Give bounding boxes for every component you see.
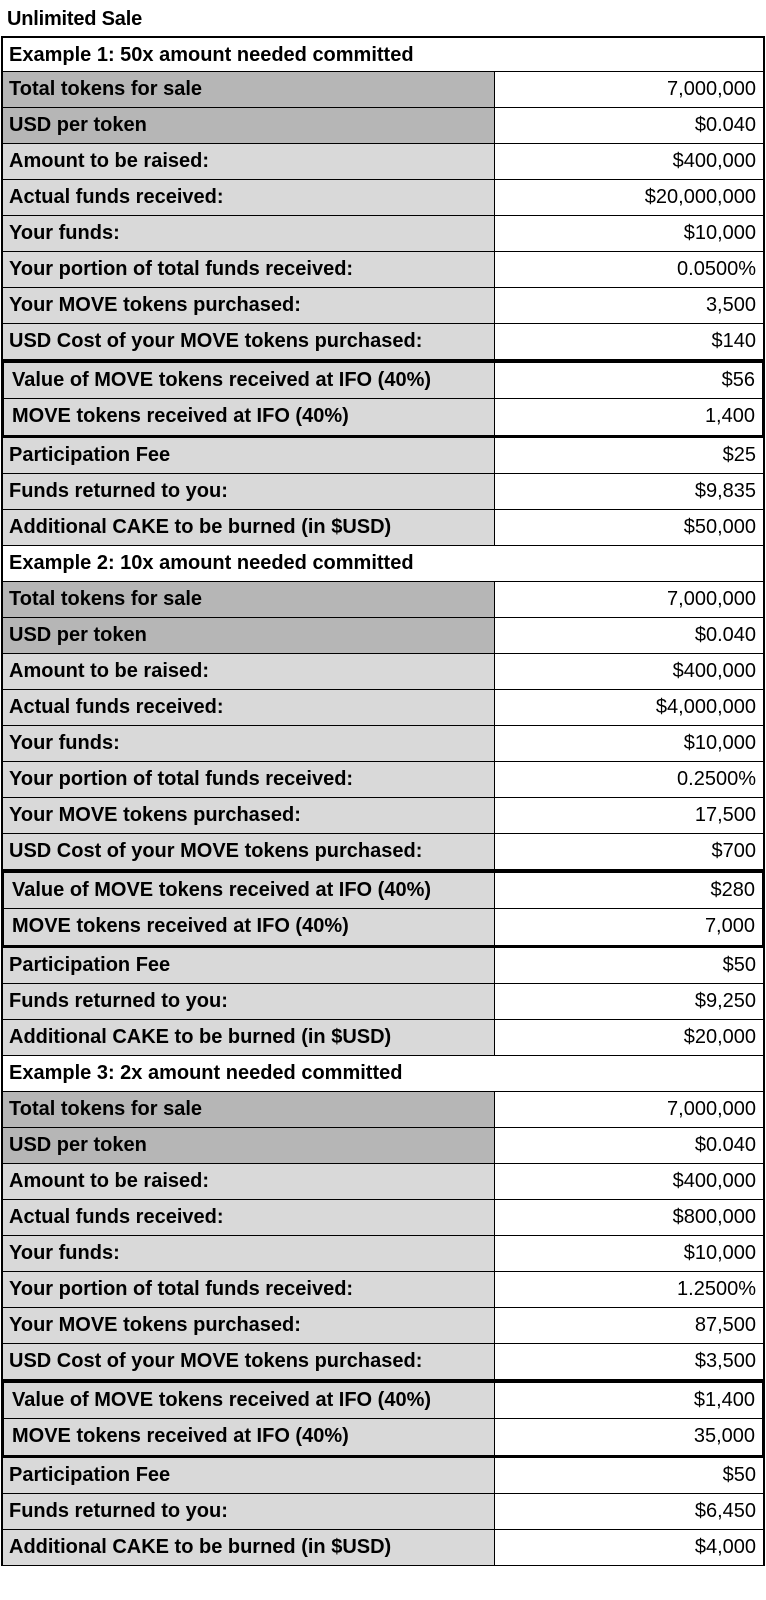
row-value: $140 — [495, 324, 763, 359]
table-row — [3, 1458, 763, 1494]
row-value: 17,500 — [495, 798, 763, 833]
row-value: $400,000 — [495, 654, 763, 689]
row-value: $6,450 — [495, 1494, 763, 1529]
row-value: $10,000 — [495, 1236, 763, 1271]
row-label: Your funds: — [3, 726, 495, 761]
row-label: Additional CAKE to be burned (in $USD) — [3, 1530, 495, 1565]
table-row — [3, 1344, 763, 1380]
row-label: USD Cost of your MOVE tokens purchased: — [3, 324, 495, 359]
table-row — [3, 690, 763, 726]
row-label: Participation Fee — [3, 1458, 495, 1493]
row-label: MOVE tokens received at IFO (40%) — [4, 399, 495, 435]
row-label: Total tokens for sale — [3, 72, 495, 107]
row-label: Amount to be raised: — [3, 144, 495, 179]
page-title: Unlimited Sale — [7, 8, 143, 30]
row-label: Actual funds received: — [3, 690, 495, 725]
row-value: 3,500 — [495, 288, 763, 323]
row-value: $50,000 — [495, 510, 763, 545]
table-row — [3, 654, 763, 690]
ifo-examples-table — [1, 36, 765, 1566]
row-label: Funds returned to you: — [3, 1494, 495, 1529]
table-row — [3, 510, 763, 546]
row-label: Amount to be raised: — [3, 654, 495, 689]
row-value: $50 — [495, 1458, 763, 1493]
row-label: Value of MOVE tokens received at IFO (40%) — [4, 363, 495, 398]
row-value: $4,000 — [495, 1530, 763, 1565]
row-label: Your MOVE tokens purchased: — [3, 1308, 495, 1343]
row-label: Actual funds received: — [3, 180, 495, 215]
table-row — [3, 1272, 763, 1308]
row-label: MOVE tokens received at IFO (40%) — [4, 1419, 495, 1455]
row-value: $9,250 — [495, 984, 763, 1019]
row-value: 1,400 — [495, 399, 762, 435]
row-label: Funds returned to you: — [3, 474, 495, 509]
row-label: Funds returned to you: — [3, 984, 495, 1019]
row-value: 87,500 — [495, 1308, 763, 1343]
row-label: Your MOVE tokens purchased: — [3, 288, 495, 323]
row-value: $10,000 — [495, 726, 763, 761]
table-row — [3, 1530, 763, 1566]
row-value: 1.2500% — [495, 1272, 763, 1307]
table-row — [3, 180, 763, 216]
row-value: 7,000,000 — [495, 582, 763, 617]
row-value: 7,000 — [495, 909, 762, 945]
row-label: Participation Fee — [3, 948, 495, 983]
example-heading: Example 2: 10x amount needed committed — [3, 546, 763, 582]
table-row — [3, 1164, 763, 1200]
ifo-highlight-box — [1, 1380, 765, 1458]
row-label: Your portion of total funds received: — [3, 762, 495, 797]
table-row — [3, 618, 763, 654]
table-row — [3, 1236, 763, 1272]
row-value: $20,000,000 — [495, 180, 763, 215]
row-label: Participation Fee — [3, 438, 495, 473]
row-label: USD Cost of your MOVE tokens purchased: — [3, 1344, 495, 1379]
table-row — [3, 1128, 763, 1164]
row-value: $0.040 — [495, 108, 763, 143]
row-label: Your portion of total funds received: — [3, 252, 495, 287]
row-value: $700 — [495, 834, 763, 869]
row-value: $0.040 — [495, 1128, 763, 1163]
table-row — [3, 834, 763, 870]
table-row — [3, 948, 763, 984]
row-value: $10,000 — [495, 216, 763, 251]
table-row — [3, 252, 763, 288]
table-row — [4, 363, 762, 399]
row-label: Additional CAKE to be burned (in $USD) — [3, 510, 495, 545]
table-row — [4, 1383, 762, 1419]
row-value: 35,000 — [495, 1419, 762, 1455]
row-label: Your funds: — [3, 216, 495, 251]
example-heading: Example 3: 2x amount needed committed — [3, 1056, 763, 1092]
row-value: $400,000 — [495, 1164, 763, 1199]
row-label: USD Cost of your MOVE tokens purchased: — [3, 834, 495, 869]
row-value: $25 — [495, 438, 763, 473]
row-label: Value of MOVE tokens received at IFO (40%) — [4, 1383, 495, 1418]
table-row — [3, 762, 763, 798]
table-row — [3, 474, 763, 510]
row-value: $9,835 — [495, 474, 763, 509]
table-row — [3, 726, 763, 762]
row-value: $400,000 — [495, 144, 763, 179]
row-value: 0.2500% — [495, 762, 763, 797]
row-value: 7,000,000 — [495, 1092, 763, 1127]
row-label: Total tokens for sale — [3, 1092, 495, 1127]
table-row — [4, 873, 762, 909]
row-value: $50 — [495, 948, 763, 983]
table-row — [3, 798, 763, 834]
table-row — [4, 399, 762, 435]
row-label: Your funds: — [3, 1236, 495, 1271]
table-row — [3, 1200, 763, 1236]
row-label: MOVE tokens received at IFO (40%) — [4, 909, 495, 945]
row-label: Additional CAKE to be burned (in $USD) — [3, 1020, 495, 1055]
row-label: USD per token — [3, 1128, 495, 1163]
row-value: $4,000,000 — [495, 690, 763, 725]
row-value: 7,000,000 — [495, 72, 763, 107]
row-label: Your MOVE tokens purchased: — [3, 798, 495, 833]
row-value: $20,000 — [495, 1020, 763, 1055]
row-label: USD per token — [3, 108, 495, 143]
table-row — [3, 1092, 763, 1128]
row-value: $56 — [495, 363, 762, 398]
table-row — [3, 1308, 763, 1344]
table-row — [3, 72, 763, 108]
row-label: Value of MOVE tokens received at IFO (40%) — [4, 873, 495, 908]
table-row — [3, 216, 763, 252]
table-row — [3, 984, 763, 1020]
table-row — [3, 288, 763, 324]
table-row — [3, 144, 763, 180]
table-row — [3, 438, 763, 474]
row-label: USD per token — [3, 618, 495, 653]
row-value: $800,000 — [495, 1200, 763, 1235]
ifo-highlight-box — [1, 360, 765, 438]
row-label: Amount to be raised: — [3, 1164, 495, 1199]
table-row — [3, 108, 763, 144]
row-label: Your portion of total funds received: — [3, 1272, 495, 1307]
row-value: $280 — [495, 873, 762, 908]
example-heading: Example 1: 50x amount needed committed — [3, 36, 763, 72]
row-value: $0.040 — [495, 618, 763, 653]
table-row — [3, 582, 763, 618]
row-value: 0.0500% — [495, 252, 763, 287]
table-row — [4, 909, 762, 945]
table-row — [3, 1020, 763, 1056]
row-label: Actual funds received: — [3, 1200, 495, 1235]
row-label: Total tokens for sale — [3, 582, 495, 617]
row-value: $3,500 — [495, 1344, 763, 1379]
table-row — [3, 1494, 763, 1530]
table-row — [3, 324, 763, 360]
ifo-highlight-box — [1, 870, 765, 948]
table-row — [4, 1419, 762, 1455]
row-value: $1,400 — [495, 1383, 762, 1418]
